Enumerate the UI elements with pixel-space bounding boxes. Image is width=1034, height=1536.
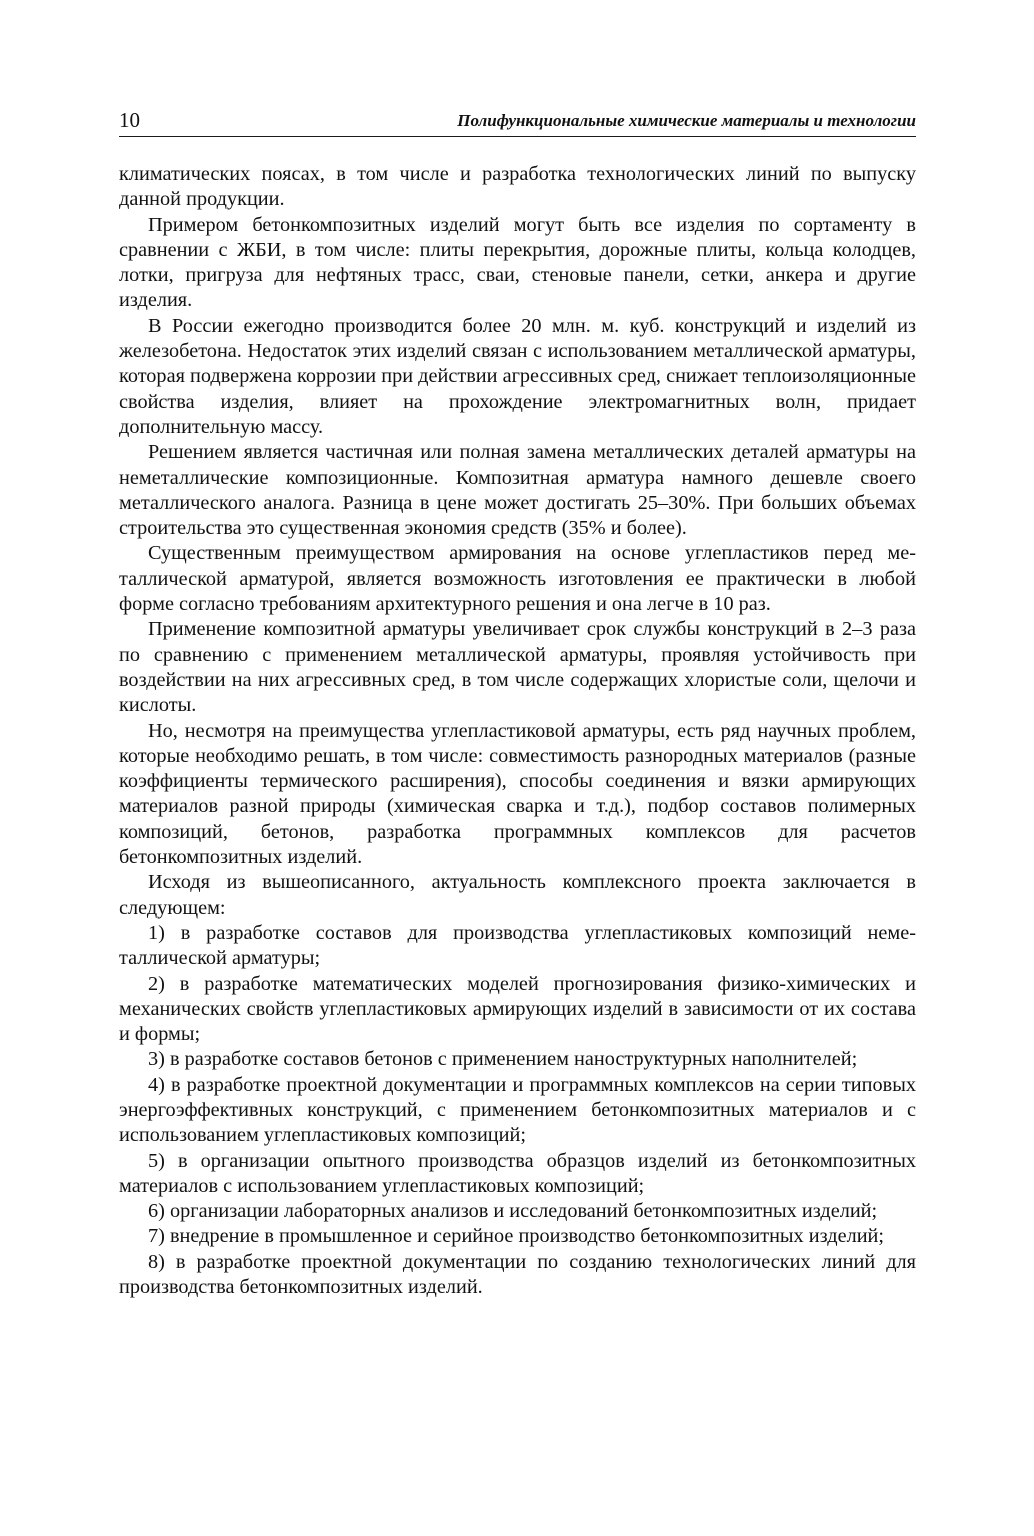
paragraph: Существенным преимуществом армирования на основе углепластиков перед металлической арматурой, является возможность изготовления ее практически в любой форме согласно требованиям архитектурного решения и она легче в 10 раз. [119,542,916,616]
body-text [119,162,916,1300]
page-header [119,108,916,137]
running-title: Полифункциональные химические материалы и технологии [457,111,916,130]
list-item: 6) организации лабораторных анализов и исследований бетонкомпозитных изделий; [148,1200,878,1223]
paragraph-continuation: климатических поясах, в том числе и разработка технологических линий по выпуску данной продукции. [119,163,916,211]
paragraph: В России ежегодно производится более 20 млн. м. куб. конструкций и изделий из железобетона. Недостаток этих изделий связан с использованием металлической арматуры, которая подвержена коррозии при действии агрессивных сред, снижает теплоизоляционные свойства изделия, влияет на прохождение электромагнитных волн, придает дополнительную массу. [119,314,916,438]
list-item: 8) в разработке проектной документации по созданию технологических линий для производства бетонкомпозитных изделий. [119,1250,916,1299]
list-item: 7) внедрение в промышленное и серийное производство бетонкомпозитных изделий; [148,1225,885,1248]
paragraph: Применение композитной арматуры увеличивает срок службы конструкций в 2–3 раза по сравнению с применением металлической арматуры, проявляя устойчивость при воздействии на них агрессивных сред, в том числе содержащих хлористые соли, щелочи и кислоты. [119,618,916,717]
paragraph: Но, несмотря на преимущества углепластиковой арматуры, есть ряд научных проблем, которые необходимо решать, в том числе: совместимость разнородных материалов (разные коэффициенты термического расширения), способы соединения и вязки армирующих материалов разной природы (химическая сварка и т.д.), подбор составов полимерных композиций, бетонов, разработка программных комплексов для расчетов бетонкомпозитных изделий. [119,719,916,869]
paragraph: Решением является частичная или полная замена металлических деталей арматуры на неметаллические композиционные. Композитная арматура намного дешевле своего металлического аналога. Разница в цене может достигать 25–30%. При больших объемах строительства это существенная экономия средств (35% и более). [119,441,916,540]
list-item: 4) в разработке проектной документации и программных комплексов на серии типовых энергоэффективных конструкций, с применением бетонкомпозитных материалов и с использованием углепластиковых композиций; [119,1073,916,1147]
list-item: 3) в разработке составов бетонов с применением наноструктурных наполнителей; [148,1048,858,1071]
list-item: 1) в разработке составов для производства углепластиковых композиций неметаллической арматуры; [119,921,916,970]
paragraph: Примером бетонкомпозитных изделий могут быть все изделия по сортаменту в сравнении с ЖБИ, в том числе: плиты перекрытия, дорожные плиты, кольца колодцев, лотки, пригруза для нефтяных трасс, сваи, стеновые панели, сетки, анкера и другие изделия. [119,213,916,312]
paragraph: Исходя из вышеописанного, актуальность комплексного проекта заключается в следующем: [119,871,916,919]
list-item: 2) в разработке математических моделей прогнозирования физико-химических и механических свойств углепластиковых армирующих изделий в зависимости от их состава и формы; [119,972,916,1046]
page-number: 10 [119,108,140,132]
list-item: 5) в организации опытного производства образцов изделий из бетонкомпозитных материалов с использованием углепластиковых композиций; [119,1149,916,1197]
